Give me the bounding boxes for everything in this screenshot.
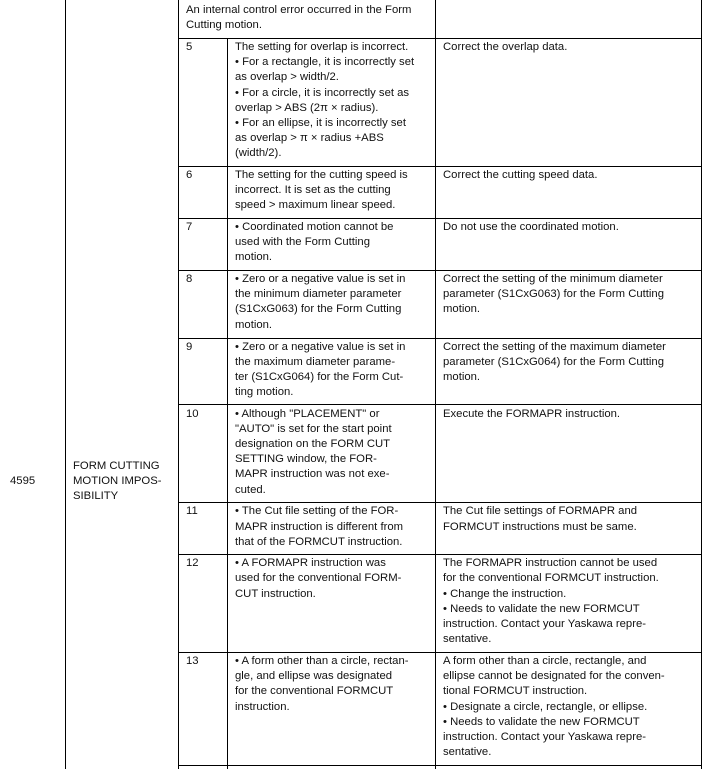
cause-line: instruction. <box>235 701 290 713</box>
rule-right <box>701 0 702 769</box>
cause-line: overlap > ABS (2π × radius). <box>235 102 379 114</box>
row-divider <box>178 38 702 39</box>
remedy-line: Correct the overlap data. <box>443 41 568 53</box>
remedy-line: Execute the FORMAPR instruction. <box>443 408 621 420</box>
cause-line: designation on the FORM CUT <box>235 438 391 450</box>
remedy-line: • Designate a circle, rectangle, or ellipse. <box>443 701 648 713</box>
cause-line: ting motion. <box>235 386 294 398</box>
cause-line: The setting for overlap is incorrect. <box>235 41 409 53</box>
row-divider <box>178 502 702 503</box>
cause-line: • Coordinated motion cannot be <box>235 221 394 233</box>
cause-line: as overlap > width/2. <box>235 71 339 83</box>
rule-cause-col <box>435 0 436 769</box>
remedy-line: parameter (S1CxG064) for the Form Cutting <box>443 356 665 368</box>
remedy-line: motion. <box>443 303 481 315</box>
alarm-number: 4595 <box>10 475 36 487</box>
cause-line: used with the Form Cutting <box>235 236 370 248</box>
remedy-line: for the conventional FORMCUT instruction. <box>443 572 659 584</box>
cause-line: MAPR instruction is different from <box>235 521 404 533</box>
remedy-line: • Change the instruction. <box>443 588 567 600</box>
row-divider <box>178 554 702 555</box>
cause-line: SETTING window, the FOR- <box>235 453 377 465</box>
cause-line: • For a rectangle, it is incorrectly set <box>235 56 415 68</box>
remedy-line: Correct the cutting speed data. <box>443 169 598 181</box>
remedy-line: tional FORMCUT instruction. <box>443 685 588 697</box>
remedy-line: motion. <box>443 371 481 383</box>
cause-line: motion. <box>235 251 273 263</box>
row-code: 6 <box>186 169 193 181</box>
row-divider <box>178 404 702 405</box>
cause-line: the minimum diameter parameter <box>235 288 402 300</box>
row-code: 13 <box>186 655 199 667</box>
row-code: 10 <box>186 408 199 420</box>
remedy-line: sentative. <box>443 633 492 645</box>
cause-line: • Although "PLACEMENT" or <box>235 408 380 420</box>
cause-line: ter (S1CxG064) for the Form Cut- <box>235 371 404 383</box>
cause-line: • For a circle, it is incorrectly set as <box>235 87 410 99</box>
cause-line: "AUTO" is set for the start point <box>235 423 392 435</box>
remedy-line: • Needs to validate the new FORMCUT <box>443 716 640 728</box>
remedy-line: The Cut file settings of FORMAPR and <box>443 505 638 517</box>
cause-line: • For an ellipse, it is incorrectly set <box>235 117 406 129</box>
cause-line: (S1CxG063) for the Form Cutting <box>235 303 402 315</box>
alarm-name-line: FORM CUTTING <box>73 460 160 472</box>
row-code: 11 <box>186 505 198 517</box>
cause-line: MAPR instruction was not exe- <box>235 468 390 480</box>
cause-line: gle, and ellipse was designated <box>235 670 393 682</box>
rule-left-col <box>65 0 66 769</box>
row-divider <box>178 652 702 653</box>
row-code: 9 <box>186 341 193 353</box>
cause-line: for the conventional FORMCUT <box>235 685 394 697</box>
row-divider <box>178 166 702 167</box>
remedy-line: sentative. <box>443 746 492 758</box>
remedy-line: A form other than a circle, rectangle, and <box>443 655 647 667</box>
cause-line: (width/2). <box>235 147 282 159</box>
cause-line: used for the conventional FORM- <box>235 572 402 584</box>
cause-line: • A FORMAPR instruction was <box>235 557 386 569</box>
remedy-line: Correct the setting of the maximum diameter <box>443 341 666 353</box>
row-code: 7 <box>186 221 193 233</box>
cause-line: • A form other than a circle, rectan- <box>235 655 409 667</box>
cause-line: CUT instruction. <box>235 588 316 600</box>
cause-line: • The Cut file setting of the FOR- <box>235 505 399 517</box>
top-row-line: Cutting motion. <box>186 19 262 31</box>
alarm-name-line: MOTION IMPOS- <box>73 475 162 487</box>
cause-line: speed > maximum linear speed. <box>235 199 396 211</box>
remedy-line: instruction. Contact your Yaskawa repre- <box>443 618 647 630</box>
rule-name-col <box>178 0 179 769</box>
remedy-line: • Needs to validate the new FORMCUT <box>443 603 640 615</box>
row-divider <box>178 218 702 219</box>
alarm-name-line: SIBILITY <box>73 490 119 502</box>
cause-line: • Zero or a negative value is set in <box>235 273 406 285</box>
remedy-line: Correct the setting of the minimum diameter <box>443 273 663 285</box>
cause-line: that of the FORMCUT instruction. <box>235 536 403 548</box>
top-row-line: An internal control error occurred in the Form <box>186 4 412 16</box>
cause-line: incorrect. It is set as the cutting <box>235 184 391 196</box>
cause-line: • Zero or a negative value is set in <box>235 341 406 353</box>
cause-line: The setting for the cutting speed is <box>235 169 408 181</box>
remedy-line: Do not use the coordinated motion. <box>443 221 619 233</box>
cause-line: the maximum diameter parame- <box>235 356 396 368</box>
row-divider <box>178 270 702 271</box>
cause-line: motion. <box>235 319 273 331</box>
remedy-line: ellipse cannot be designated for the conven- <box>443 670 665 682</box>
row-divider <box>178 338 702 339</box>
row-divider <box>178 765 702 766</box>
remedy-line: FORMCUT instructions must be same. <box>443 521 637 533</box>
row-code: 12 <box>186 557 199 569</box>
remedy-line: parameter (S1CxG063) for the Form Cutting <box>443 288 665 300</box>
cause-line: as overlap > π × radius +ABS <box>235 132 384 144</box>
remedy-line: The FORMAPR instruction cannot be used <box>443 557 658 569</box>
row-code: 5 <box>186 41 193 53</box>
cause-line: cuted. <box>235 484 266 496</box>
row-code: 8 <box>186 273 193 285</box>
remedy-line: instruction. Contact your Yaskawa repre- <box>443 731 647 743</box>
